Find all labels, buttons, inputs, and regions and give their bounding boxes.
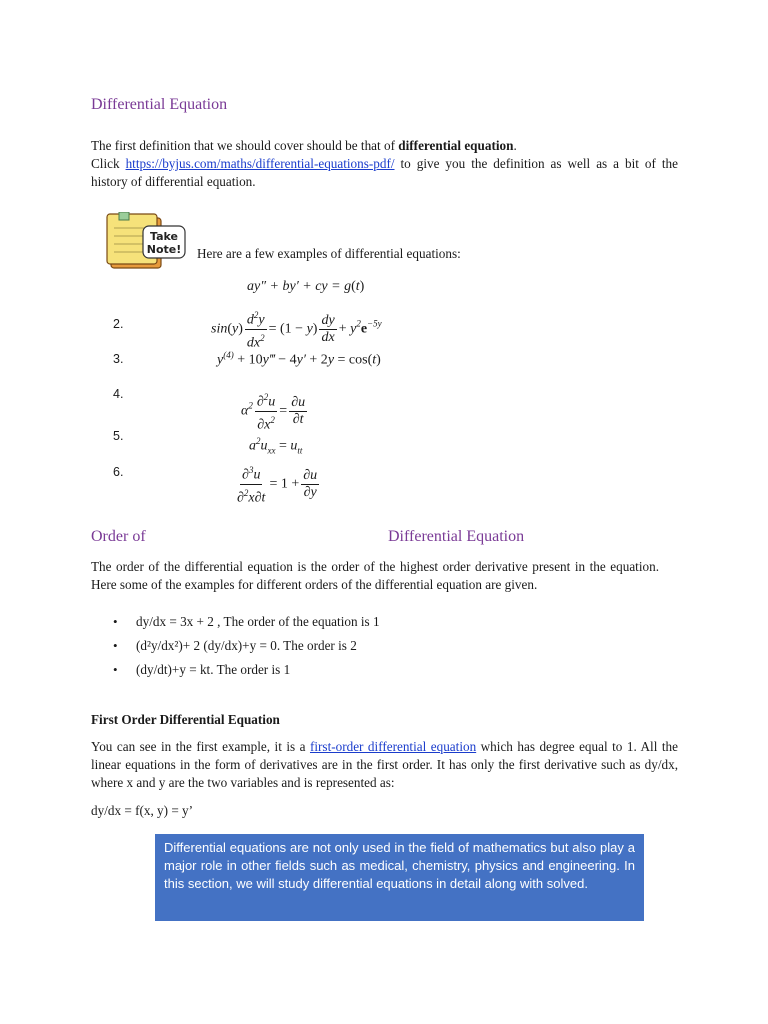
order-paragraph: The order of the differential equation is the order of the highest order derivative present in the equation. Here some of the examples for different orders of the differential equation are given. [91,559,659,592]
take-note-icon [105,212,187,270]
byjus-link[interactable]: https://byjus.com/maths/differential-equations-pdf/ [125,156,395,171]
equation-1: ay″ + by′ + cy = g(t) [247,279,365,294]
info-callout: Differential equations are not only used in the field of mathematics but also play a major role in other fields such as medical, chemistry, physics and engineering. In this section, we will study differential equations in detail along with solved. [155,834,644,921]
bullet-text-3: (dy/dt)+y = kt. The order is 1 [136,662,291,677]
first-order-text-end: which has degree equal to 1. All the linear equations in the form of derivatives are in the first order. It has only the first derivative such as dy/dx, where x and y are the two variables and is represented as: [91,739,678,790]
click-word: Click [91,156,126,171]
equation-6: $\frac{\partial^3u}{\partial^2x\partial t}$ = 1 + $\frac{\partial u}{\partial y}$ [233,462,321,506]
take-note-word2: Note! [146,243,182,256]
click-after-text: to give you the definition as well as a bit of the history of differential equation. [91,156,678,189]
equation-number-3: 3. [113,352,124,366]
formula-line: dy/dx = f(x, y) = y’ [91,803,194,818]
page-title: Differential Equation [91,96,228,113]
equation-number-6: 6. [113,465,124,479]
intro-bold-term: differential equation [398,138,514,153]
bullet-text-1: dy/dx = 3x + 2 , The order of the equation is 1 [136,614,380,629]
equation-5: $a^2u_{xx} = u_{tt}$ [249,436,303,456]
list-item [91,613,691,637]
order-heading-left: Order of [91,528,146,545]
bullet-text-2: (d²y/dx²)+ 2 (dy/dx)+y = 0. The order is 2 [136,638,357,653]
first-order-text-start: You can see in the first example, it is a [91,739,310,754]
first-order-heading: First Order Differential Equation [91,712,280,727]
list-item [91,637,691,661]
equation-number-4: 4. [113,387,124,401]
equation-number-5: 5. [113,429,124,443]
order-heading-right: Differential Equation [388,528,525,545]
equation-4: $\alpha^2$ $\frac{\partial^2u}{\partial x^2}$ = $\frac{\partial u}{\partial t}$ [241,389,309,433]
intro-text: The first definition that we should cover should be that of [91,138,399,153]
equation-3: $y^{(4)}$ + 10y‴ − 4y′ + 2y = cos(t) [217,350,381,368]
examples-intro: Here are a few examples of differential equations: [197,246,461,261]
intro-end: . [513,138,517,153]
list-item [91,661,691,685]
equation-number-2: 2. [113,317,124,331]
equation-2: sin(y) $\frac{d^2y}{dx^2}$ = (1 − y) $\frac{dy}{dx}$ + $y^2e^{-5y}$ [211,307,382,351]
intro-paragraph [91,137,678,155]
click-paragraph [91,155,678,191]
take-note-word1: Take [150,230,178,243]
first-order-paragraph [91,738,678,792]
order-examples-list [91,613,691,685]
first-order-link[interactable]: first-order differential equation [309,739,477,754]
